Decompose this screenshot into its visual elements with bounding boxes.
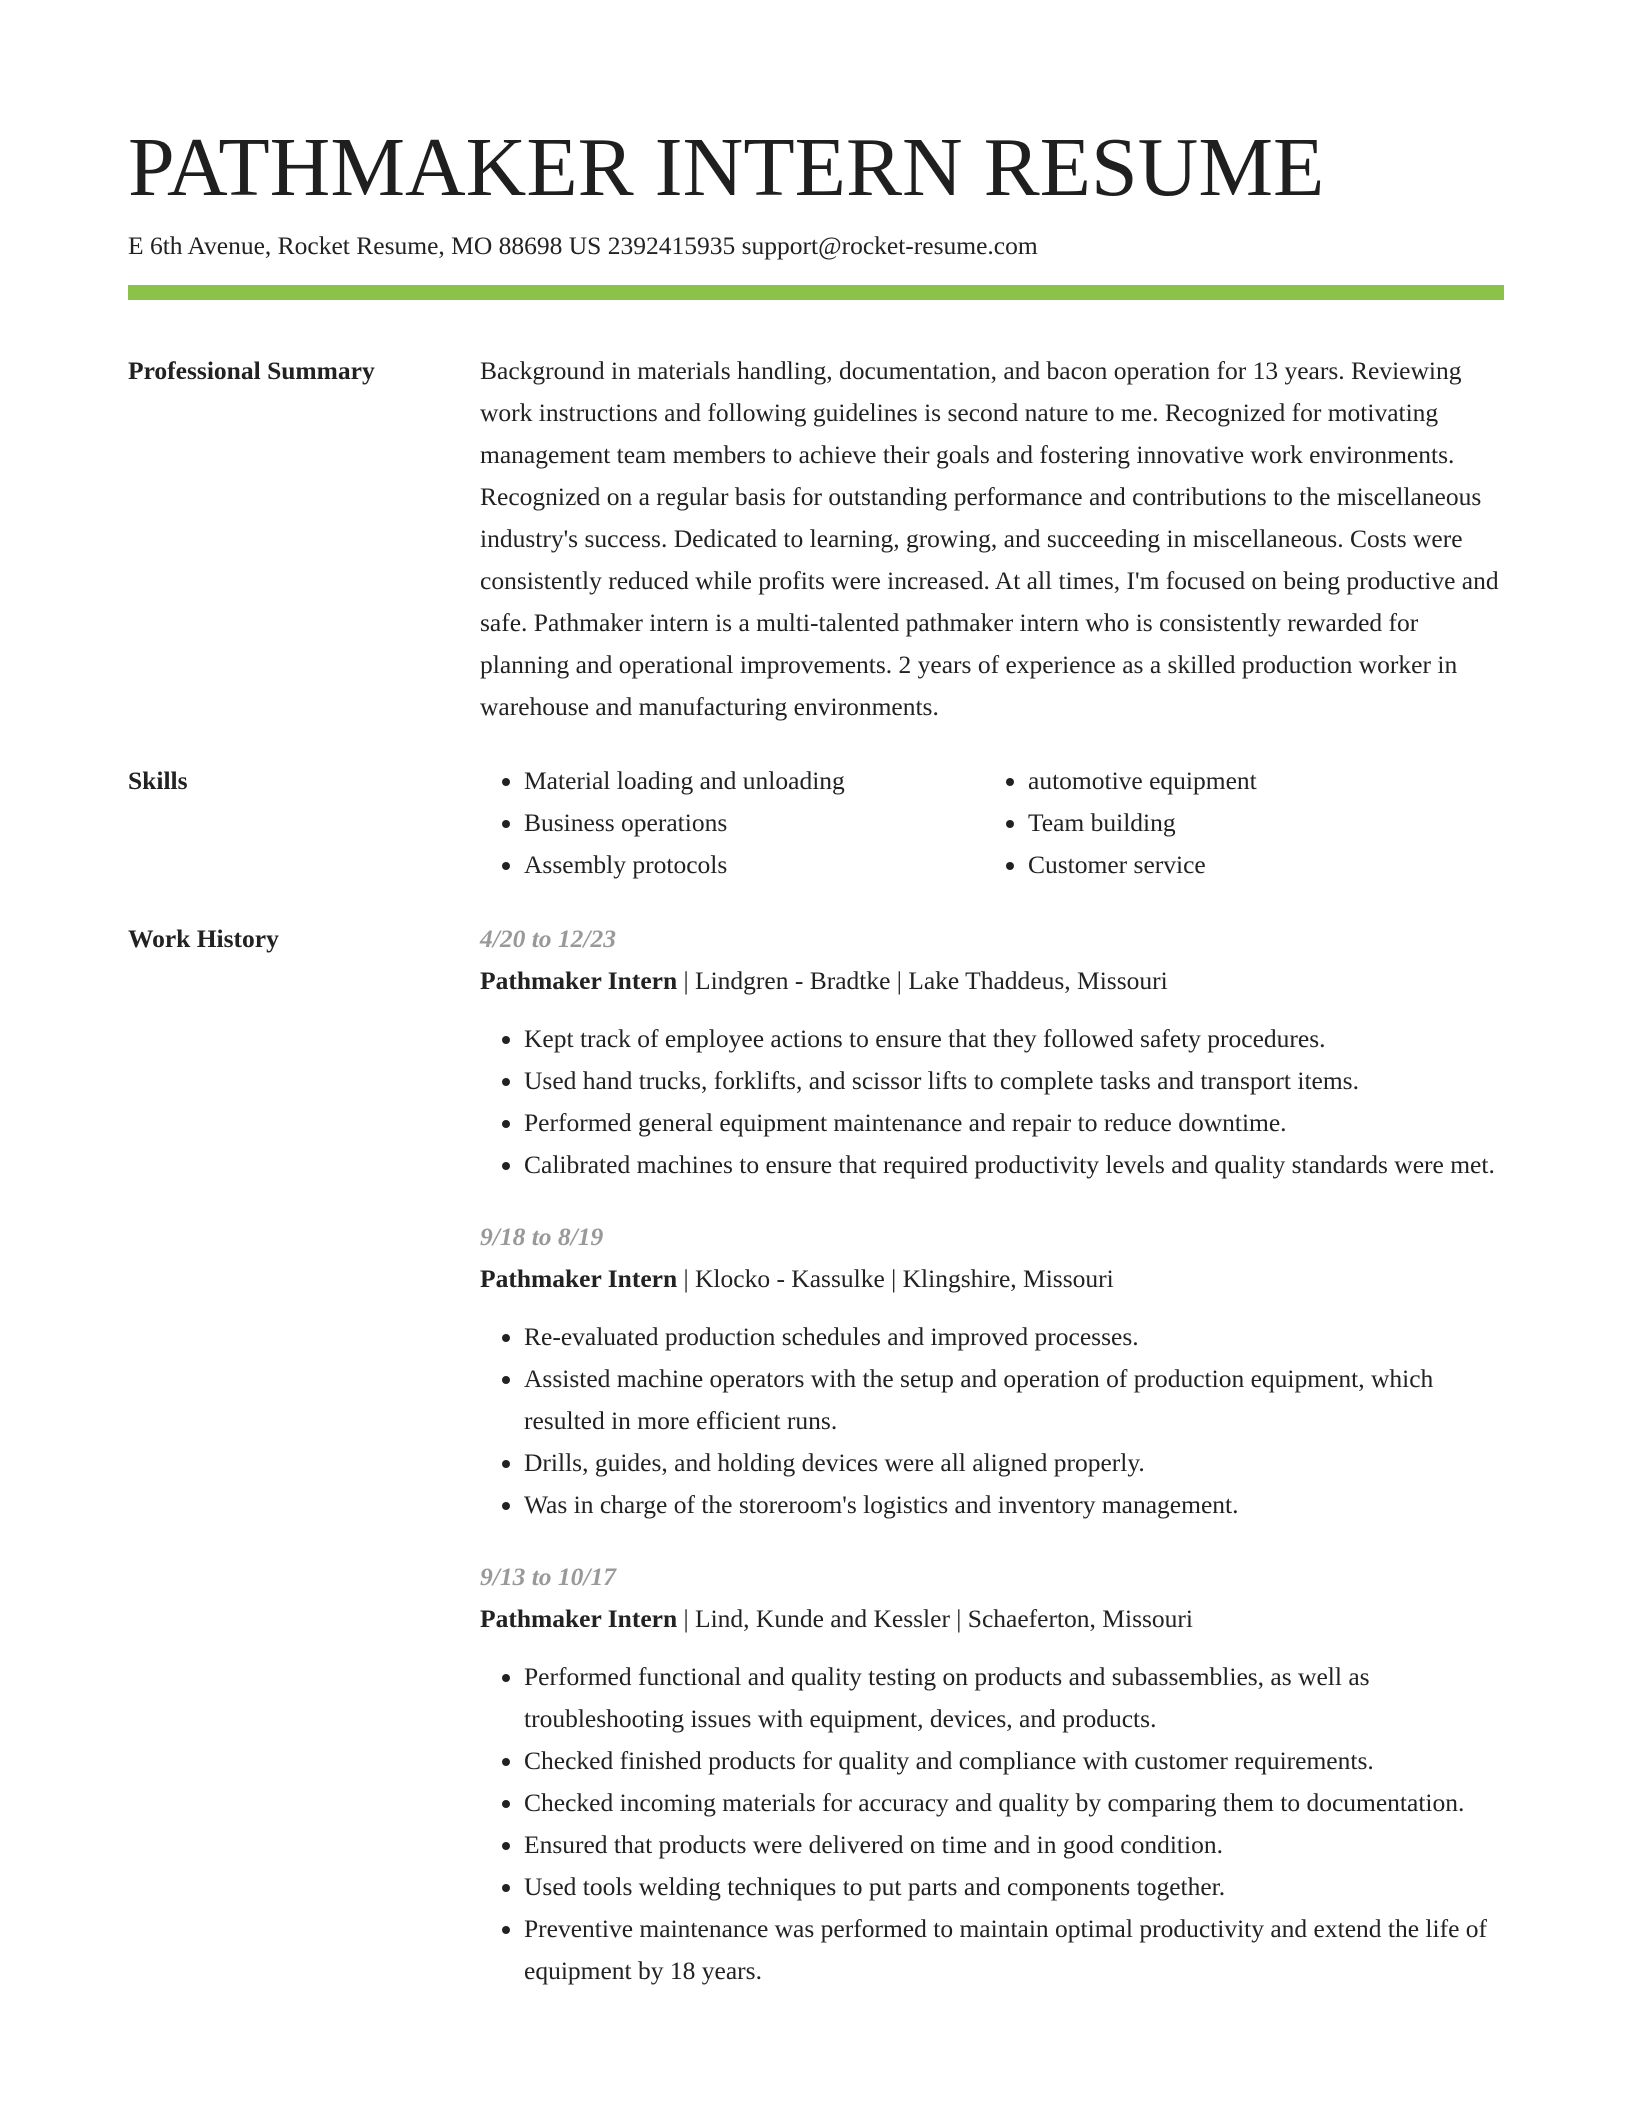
- professional-summary-section: [128, 350, 1504, 728]
- skill-item: • Business operations: [524, 802, 984, 844]
- job-bullet: • Assisted machine operators with the setup and operation of production equipment, which resulted in more efficient runs.: [524, 1358, 1504, 1442]
- job-bullet: • Drills, guides, and holding devices were all aligned properly.: [524, 1442, 1504, 1484]
- job-bullet: • Preventive maintenance was performed to maintain optimal productivity and extend the life of equipment by 18 years.: [524, 1908, 1504, 1992]
- job-heading: [480, 960, 1504, 1002]
- skill-item: • Material loading and unloading: [524, 760, 984, 802]
- accent-divider: [128, 285, 1504, 300]
- job-employer-location: | Lind, Kunde and Kessler | Schaeferton, Missouri: [677, 1604, 1193, 1633]
- job-bullet-list: [480, 1018, 1504, 1186]
- job-entry: [480, 1216, 1504, 1526]
- job-bullet: • Kept track of employee actions to ensure that they followed safety procedures.: [524, 1018, 1504, 1060]
- skills-list-right: [984, 760, 1504, 886]
- job-heading: [480, 1258, 1504, 1300]
- summary-text: Background in materials handling, documentation, and bacon operation for 13 years. Reviewing work instructions and following guidelines is second nature to me. Recognized for motivating management team members to achieve their goals and fostering innovative work environments. Recognized on a regular basis for outstanding performance and contributions to the miscellaneous industry's success. Dedicated to learning, growing, and succeeding in miscellaneous. Costs were consistently reduced while profits were increased. At all times, I'm focused on being productive and safe. Pathmaker intern is a multi-talented pathmaker intern who is consistently rewarded for planning and operational improvements. 2 years of experience as a skilled production worker in warehouse and manufacturing environments.: [480, 356, 1499, 721]
- job-employer-location: | Klocko - Kassulke | Klingshire, Missouri: [677, 1264, 1114, 1293]
- resume-title: PATHMAKER INTERN RESUME: [128, 121, 1325, 214]
- work-history-section: [128, 918, 1504, 2022]
- skills-section: [128, 760, 1504, 886]
- skill-item: • Team building: [1028, 802, 1504, 844]
- job-bullet: • Ensured that products were delivered on time and in good condition.: [524, 1824, 1504, 1866]
- job-bullet: • Used hand trucks, forklifts, and scissor lifts to complete tasks and transport items.: [524, 1060, 1504, 1102]
- job-title: Pathmaker Intern: [480, 1604, 678, 1633]
- skills-columns: [480, 760, 1504, 886]
- job-dates: 9/13 to 10/17: [480, 1562, 617, 1591]
- skill-item: • Customer service: [1028, 844, 1504, 886]
- job-title: Pathmaker Intern: [480, 1264, 678, 1293]
- skills-list-left: [480, 760, 984, 886]
- job-employer-location: | Lindgren - Bradtke | Lake Thaddeus, Missouri: [677, 966, 1168, 995]
- job-entry: [480, 1556, 1504, 1992]
- section-label-skills: Skills: [128, 766, 188, 795]
- jobs-list: [480, 918, 1504, 2022]
- skill-item: • Assembly protocols: [524, 844, 984, 886]
- job-bullet: • Checked incoming materials for accuracy and quality by comparing them to documentation.: [524, 1782, 1504, 1824]
- skill-item: • automotive equipment: [1028, 760, 1504, 802]
- job-dates: 4/20 to 12/23: [480, 924, 617, 953]
- job-entry: [480, 918, 1504, 1186]
- job-title: Pathmaker Intern: [480, 966, 678, 995]
- job-bullet: • Used tools welding techniques to put parts and components together.: [524, 1866, 1504, 1908]
- job-dates: 9/18 to 8/19: [480, 1222, 604, 1251]
- job-heading: [480, 1598, 1504, 1640]
- section-label-summary: Professional Summary: [128, 356, 375, 385]
- job-bullet: • Checked finished products for quality and compliance with customer requirements.: [524, 1740, 1504, 1782]
- job-bullet: • Re-evaluated production schedules and improved processes.: [524, 1316, 1504, 1358]
- job-bullet-list: [480, 1316, 1504, 1526]
- resume-page: [128, 118, 1504, 2022]
- job-bullet: • Was in charge of the storeroom's logistics and inventory management.: [524, 1484, 1504, 1526]
- job-bullet: • Calibrated machines to ensure that required productivity levels and quality standards were met.: [524, 1144, 1504, 1186]
- section-label-work-history: Work History: [128, 924, 279, 953]
- job-bullet: • Performed general equipment maintenance and repair to reduce downtime.: [524, 1102, 1504, 1144]
- job-bullet: • Performed functional and quality testing on products and subassemblies, as well as troubleshooting issues with equipment, devices, and products.: [524, 1656, 1504, 1740]
- contact-line: E 6th Avenue, Rocket Resume, MO 88698 US 2392415935 support@rocket-resume.com: [128, 231, 1038, 260]
- job-bullet-list: [480, 1656, 1504, 1992]
